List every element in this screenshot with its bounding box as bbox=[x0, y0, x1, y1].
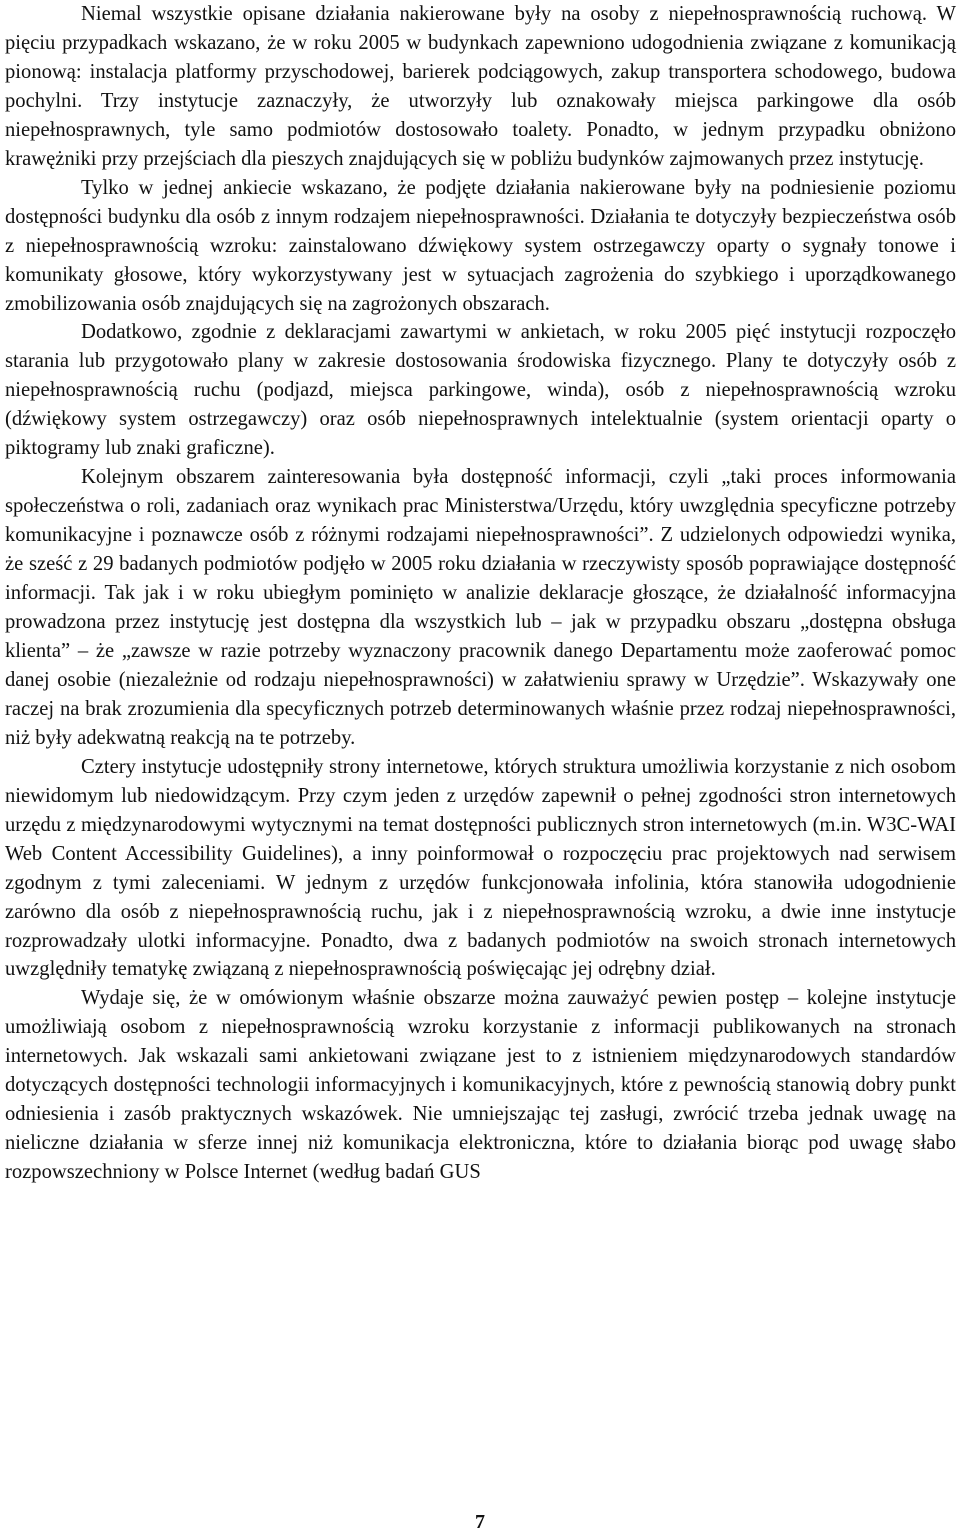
paragraph-2: Tylko w jednej ankiecie wskazano, że podjęte działania nakierowane były na podniesienie poziomu dostępności budynku dla osób z innym rodzajem niepełnosprawności. Działania te dotyczyły bezpieczeństwa osób z niepełnosprawnością wzroku: zainstalowano dźwiękowy system ostrzegawczy oparty o sygnały tonowe i komunikaty głosowe, który wykorzystywany jest w sytuacjach zagrożenia do szybkiego i uporządkowanego zmobilizowania osób znajdujących się na zagrożonych obszarach. bbox=[5, 176, 956, 315]
paragraph-1: Niemal wszystkie opisane działania nakierowane były na osoby z niepełnosprawnością ruchową. W pięciu przypadkach wskazano, że w roku 2005 w budynkach zapewniono udogodnienia związane z komunikacją pionową: instalacja platformy przyschodowej, barierek podciągowych, zakup transportera schodowego, budowa pochylni. Trzy instytucje zaznaczyły, że utworzyły lub oznakowały miejsca parkingowe dla osób niepełnosprawnych, tyle samo podmiotów dostosowało toalety. Ponadto, w jednym przypadku obniżono krawężniki przy przejściach dla pieszych znajdujących się w pobliżu budynków zajmowanych przez instytucję. bbox=[5, 3, 956, 170]
paragraph-4: Kolejnym obszarem zainteresowania była dostępność informacji, czyli „taki proces informowania społeczeństwa o roli, zadaniach oraz wynikach prac Ministerstwa/Urzędu, który uwzględnia specyficzne potrzeby komunikacyjne i poznawcze osób z różnymi rodzajami niepełnosprawności”. Z udzielonych odpowiedzi wynika, że sześć z 29 badanych podmiotów podjęło w 2005 roku działania w rzeczywisty sposób poprawiające dostępność informacji. Tak jak i w roku ubiegłym pominięto w analizie deklaracje głoszące, że działalność informacyjna prowadzona przez instytucję jest dostępna dla wszystkich lub – jak w przypadku obszaru „dostępna obsługa klienta” – że „zawsze w razie potrzeby wyznaczony pracownik danego Departamentu może zaoferować pomoc danej osobie (niezależnie od rodzaju niepełnosprawności) w załatwieniu sprawy w Urzędzie”. Wskazywały one raczej na brak zrozumienia dla specyficznych potrzeb determinowanych właśnie przez rodzaj niepełnosprawności, niż były adekwatną reakcją na te potrzeby. bbox=[5, 466, 956, 749]
paragraph-6: Wydaje się, że w omówionym właśnie obszarze można zauważyć pewien postęp – kolejne instytucje umożliwiają osobom z niepełnosprawnością wzroku korzystanie z informacji publikowanych na stronach internetowych. Jak wskazali sami ankietowani związane jest to z istnieniem międzynarodowych standardów dotyczących dostępności technologii informacyjnych i komunikacyjnych, które z pewnością stanowią dobry punkt odniesienia i zasób praktycznych wskazówek. Nie umniejszając tej zasługi, zwrócić trzeba jednak uwagę na nieliczne działania w sferze innej niż komunikacja elektroniczna, które to działania biorąc pod uwagę słabo rozpowszechniony w Polsce Internet (według badań GUS bbox=[5, 987, 956, 1184]
paragraph-5: Cztery instytucje udostępniły strony internetowe, których struktura umożliwia korzystanie z nich osobom niewidomym lub niedowidzącym. Przy czym jeden z urzędów zapewnił o pełnej zgodności stron internetowych urzędu z międzynarodowymi wytycznymi na temat dostępności publicznych stron internetowych (m.in. W3C-WAI Web Content Accessibility Guidelines), a inny poinformował o rozpoczęciu prac projektowych nad serwisem zgodnym z tymi zaleceniami. W jednym z urzędów funkcjonowała infolinia, która stanowiła udogodnienie zarówno dla osób z niepełnosprawnością ruchu, jak i z niepełnosprawnością wzroku, a dwie inne instytucje rozprowadzały ulotki informacyjne. Ponadto, dwa z badanych podmiotów na swoich stronach internetowych uwzględniły tematykę związaną z niepełnosprawnością poświęcając jej odrębny dział. bbox=[5, 755, 956, 981]
page-number: 7 bbox=[475, 1511, 485, 1533]
document-body bbox=[5, 0, 956, 1187]
paragraph-3: Dodatkowo, zgodnie z deklaracjami zawartymi w ankietach, w roku 2005 pięć instytucji rozpoczęło starania lub przygotowało plany w zakresie dostosowania środowiska fizycznego. Plany te dotyczyły osób z niepełnosprawnością ruchu (podjazd, miejsca parkingowe, winda), osób z niepełnosprawnością wzroku (dźwiękowy system ostrzegawczy) oraz osób niepełnosprawnych intelektualnie (system orientacji oparty o piktogramy lub znaki graficzne). bbox=[5, 321, 956, 460]
